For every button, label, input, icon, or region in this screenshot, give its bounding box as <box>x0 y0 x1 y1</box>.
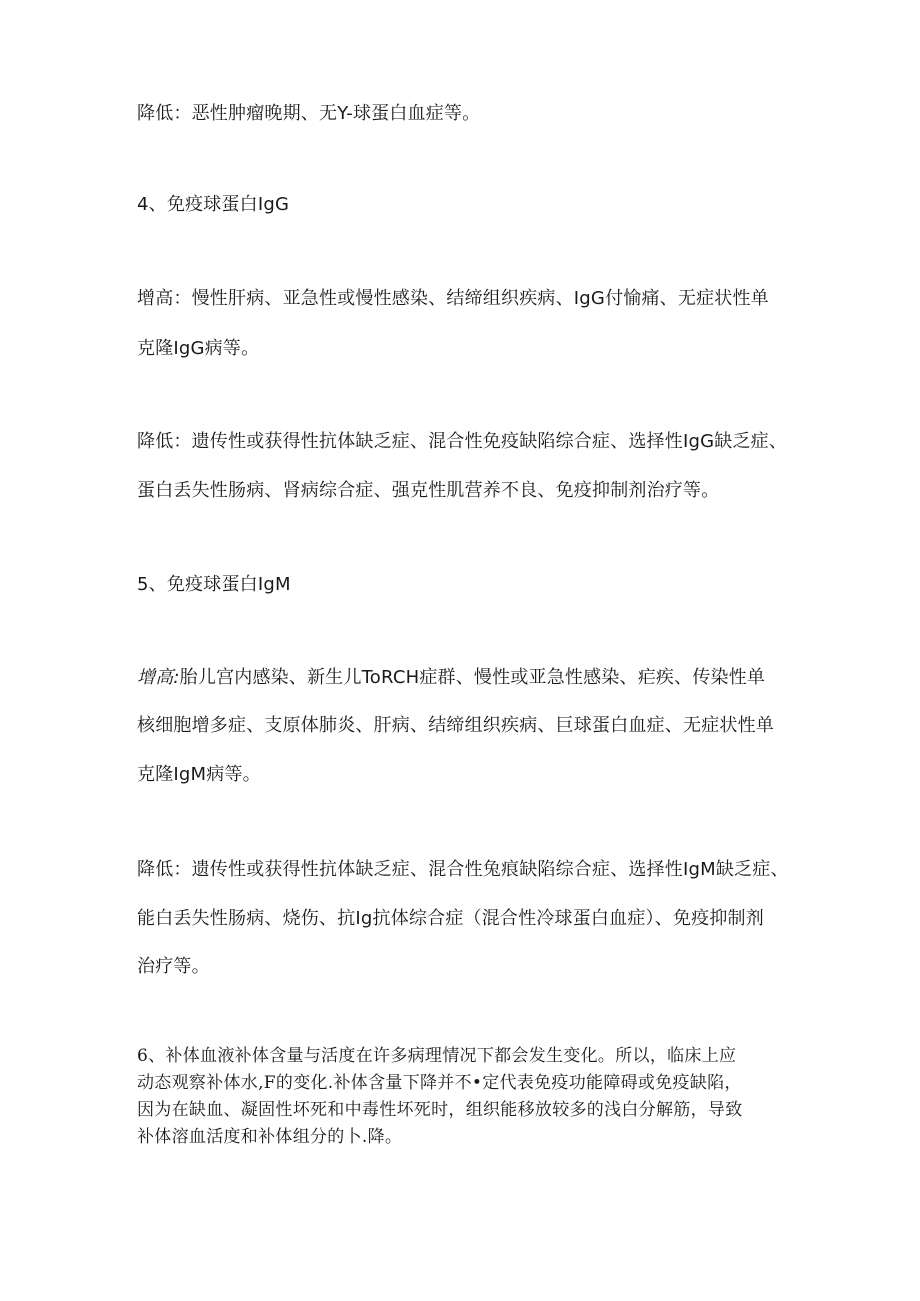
s6-line-4: 补体溶血活度和补体组分的卜.降。 <box>137 1127 403 1147</box>
s5-decrease-line-1: 降低：遗传性或获得性抗体缺乏症、混合性兔痕缺陷综合症、选择性IgM缺乏症、 <box>137 859 789 880</box>
s4-decrease-line-1: 降低：遗传性或获得性抗体缺乏症、混合性免疫缺陷综合症、选择性IgG缺乏症、 <box>137 431 788 452</box>
s5-increase-line-1 <box>137 666 765 690</box>
s4-increase-line-2: 克隆IgG病等。 <box>137 338 260 359</box>
s5-decrease-line-3: 治疗等。 <box>137 956 210 977</box>
s3-decrease-line-1: 降低：恶性肿瘤晚期、无Y-球蛋白血症等。 <box>137 103 481 124</box>
s5-increase-line-2: 核细胞增多症、支原体肺炎、肝病、结缔组织疾病、巨球蛋白血症、无症状性单 <box>137 715 774 736</box>
s5-heading: 5、免疫球蛋白IgM <box>137 574 291 595</box>
s5-increase-line-1-text: 胎儿宫内感染、新生儿ToRCH症群、慢性或亚急性感染、疟疾、传染性单 <box>179 667 766 688</box>
s5-decrease-line-2: 能白丢失性肠病、烧伤、抗Ig抗体综合症（混合性冷球蛋白血症）、免疫抑制剂 <box>137 908 764 929</box>
s5-increase-label: 增高: <box>137 667 180 688</box>
s6-line-2: 动态观察补体水,F的变化.补体含量下降并不•定代表免疫功能障碍或免疫缺陷， <box>137 1073 742 1093</box>
s6-line-1: 6、补体血液补体含量与活度在许多病理情况下都会发生变化。所以，临床上应 <box>137 1046 737 1066</box>
s4-increase-line-1: 增高：慢性肝病、亚急性或慢性感染、结缔组织疾病、IgG付愉痛、无症状性单 <box>137 288 769 309</box>
s6-line-3: 因为在缺血、凝固性坏死和中毒性坏死时，组织能移放较多的浅白分解筋，导致 <box>137 1100 743 1120</box>
s4-decrease-line-2: 蛋白丢失性肠病、肾病综合症、强克性肌营养不良、免疫抑制剂治疗等。 <box>137 480 720 501</box>
s5-increase-line-3: 克隆IgM病等。 <box>137 764 261 785</box>
s4-heading: 4、免疫球蛋白IgG <box>137 194 290 215</box>
s6-paragraph <box>137 1043 797 1151</box>
